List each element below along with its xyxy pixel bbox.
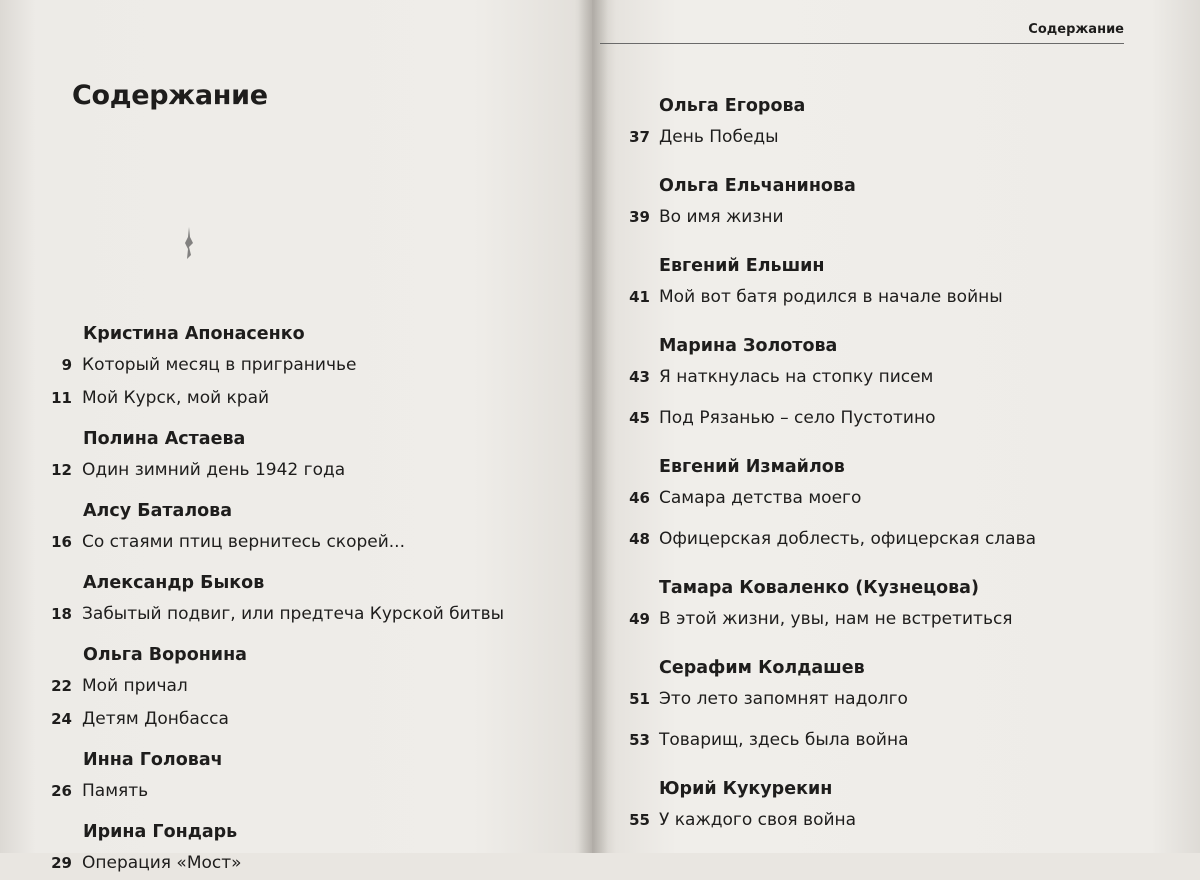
toc-page-number: 16 xyxy=(51,533,72,551)
toc-item-title: У каждого своя война xyxy=(659,810,857,830)
toc-page-number: 22 xyxy=(51,677,72,695)
toc-entry xyxy=(0,526,580,559)
toc-item-title: Который месяц в приграничье xyxy=(82,355,357,375)
toc-item-title: Это лето запомнят надолго xyxy=(659,689,908,709)
toc-page-number: 18 xyxy=(51,605,72,623)
toc-author: Ольга Егорова xyxy=(659,96,806,116)
toc-author: Инна Головач xyxy=(83,750,223,770)
ink-blot xyxy=(182,225,196,261)
right-page xyxy=(592,0,1200,853)
toc-entry xyxy=(0,670,580,703)
toc-entry xyxy=(592,523,1152,556)
toc-page-number: 9 xyxy=(61,356,72,374)
toc-item-title: Мой причал xyxy=(82,676,188,696)
toc-item-title: Один зимний день 1942 года xyxy=(82,460,346,480)
left-page xyxy=(0,0,592,873)
toc-author: Александр Быков xyxy=(83,573,265,593)
toc-entry xyxy=(592,683,1152,716)
toc-item-title: Товарищ, здесь была война xyxy=(659,730,909,750)
toc-item-title: Операция «Мост» xyxy=(82,853,242,873)
toc-page-number: 43 xyxy=(629,368,650,386)
toc-author: Алсу Баталова xyxy=(83,501,233,521)
toc-item-title: Я наткнулась на стопку писем xyxy=(659,367,934,387)
toc-entry xyxy=(592,724,1152,757)
toc-entry xyxy=(592,804,1152,837)
toc-item-title: День Победы xyxy=(659,127,779,147)
header-rule xyxy=(600,43,1124,44)
toc-page-number: 48 xyxy=(629,530,650,548)
toc-entry xyxy=(592,201,1152,234)
toc-item-title: Детям Донбасса xyxy=(82,709,229,729)
toc-entry xyxy=(592,281,1152,314)
toc-author: Ольга Воронина xyxy=(83,645,247,665)
toc-author: Ирина Гондарь xyxy=(83,822,238,842)
toc-item-title: Офицерская доблесть, офицерская слава xyxy=(659,529,1037,549)
running-head: Содержание xyxy=(1028,22,1124,37)
toc-entry xyxy=(0,598,580,631)
toc-page-number: 12 xyxy=(51,461,72,479)
toc-item-title: Со стаями птиц вернитесь скорей... xyxy=(82,532,405,552)
toc-entry xyxy=(592,603,1152,636)
toc-item-title: Мой Курск, мой край xyxy=(82,388,270,408)
toc-page-number: 29 xyxy=(51,854,72,872)
toc-author: Марина Золотова xyxy=(659,336,838,356)
toc-item-title: Самара детства моего xyxy=(659,488,862,508)
page-title: Содержание xyxy=(72,80,268,111)
toc-right-column xyxy=(592,92,1152,837)
book-gutter xyxy=(578,0,608,853)
toc-entry xyxy=(0,349,580,382)
toc-author: Евгений Измайлов xyxy=(659,457,845,477)
toc-page-number: 24 xyxy=(51,710,72,728)
toc-entry xyxy=(0,847,580,880)
toc-item-title: Забытый подвиг, или предтеча Курской битвы xyxy=(82,604,505,624)
toc-item-title: Во имя жизни xyxy=(659,207,784,227)
toc-entry xyxy=(592,402,1152,435)
toc-entry xyxy=(0,775,580,808)
toc-entry xyxy=(0,382,580,415)
toc-author: Кристина Апонасенко xyxy=(83,324,305,344)
toc-page-number: 53 xyxy=(629,731,650,749)
toc-item-title: Под Рязанью – село Пустотино xyxy=(659,408,936,428)
toc-author: Ольга Ельчанинова xyxy=(659,176,856,196)
toc-item-title: Память xyxy=(82,781,149,801)
toc-page-number: 11 xyxy=(51,389,72,407)
toc-page-number: 26 xyxy=(51,782,72,800)
toc-item-title: Мой вот батя родился в начале войны xyxy=(659,287,1003,307)
toc-page-number: 55 xyxy=(629,811,650,829)
toc-author: Тамара Коваленко (Кузнецова) xyxy=(659,578,979,598)
toc-author: Серафим Колдашев xyxy=(659,658,865,678)
toc-author: Евгений Ельшин xyxy=(659,256,825,276)
toc-entry xyxy=(592,121,1152,154)
toc-item-title: В этой жизни, увы, нам не встретиться xyxy=(659,609,1013,629)
toc-author: Юрий Кукурекин xyxy=(659,779,833,799)
toc-page-number: 37 xyxy=(629,128,650,146)
toc-entry xyxy=(592,482,1152,515)
toc-page-number: 49 xyxy=(629,610,650,628)
toc-author: Полина Астаева xyxy=(83,429,246,449)
toc-entry xyxy=(0,454,580,487)
toc-page-number: 51 xyxy=(629,690,650,708)
toc-entry xyxy=(592,361,1152,394)
toc-page-number: 46 xyxy=(629,489,650,507)
toc-page-number: 41 xyxy=(629,288,650,306)
toc-page-number: 45 xyxy=(629,409,650,427)
toc-page-number: 39 xyxy=(629,208,650,226)
toc-left-column xyxy=(0,320,580,880)
toc-entry xyxy=(0,703,580,736)
